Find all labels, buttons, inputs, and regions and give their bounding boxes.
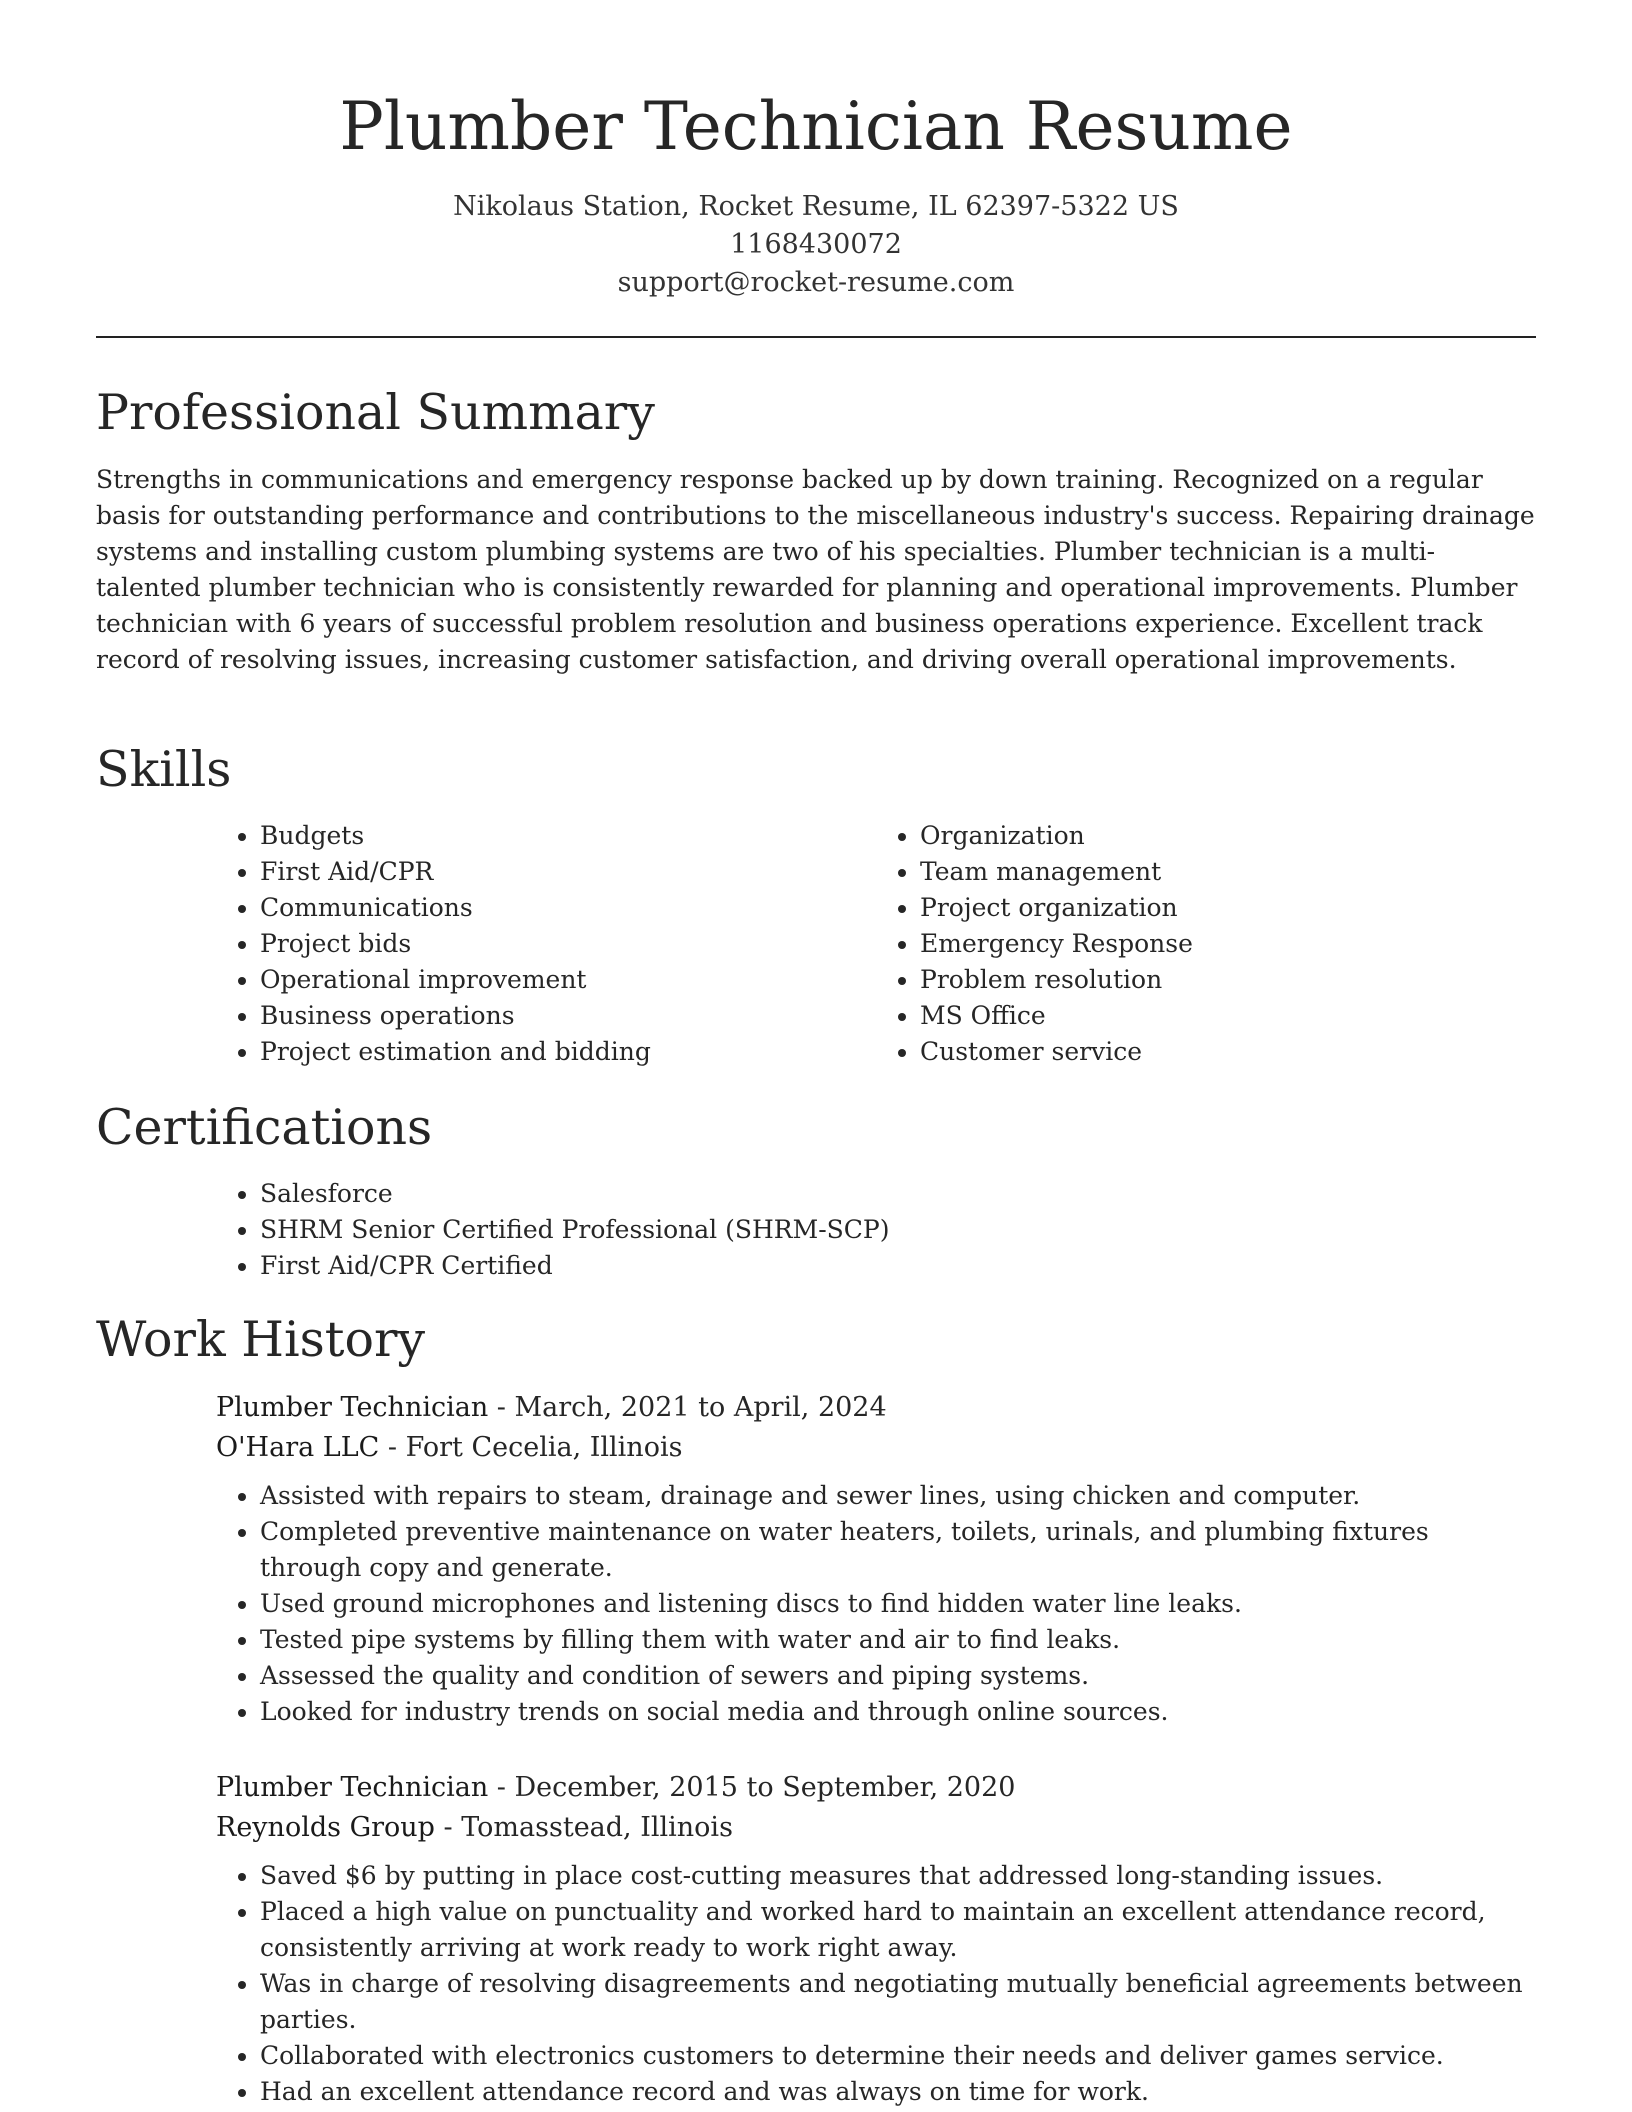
job-bullets: [216, 1858, 1536, 2110]
skills-heading: Skills: [96, 741, 232, 798]
skill-item: • Operational improvement: [260, 962, 876, 998]
job-bullet: • Tested pipe systems by filling them with water and air to find leaks.: [260, 1622, 1536, 1658]
job-bullet: • Collaborated with electronics customers to determine their needs and deliver games service.: [260, 2038, 1536, 2074]
job-company-line: O'Hara LLC - Fort Cecelia, Illinois: [216, 1432, 683, 1463]
contact-block: [96, 188, 1536, 302]
job-bullet: • Looked for industry trends on social media and through online sources.: [260, 1694, 1536, 1730]
contact-address: Nikolaus Station, Rocket Resume, IL 62397-5322 US: [453, 191, 1179, 222]
certifications-list: [216, 1176, 1536, 1284]
summary-text: Strengths in communications and emergency response backed up by down training. Recognized on a regular basis for outstanding performance and contributions to the miscellaneous industry's success. Repairing drainage systems and installing custom plumbing systems are two of his specialties. Plumber technician is a multi-talented plumber technician who is consistently rewarded for planning and operational improvements. Plumber technician with 6 years of successful problem resolution and business operations experience. Excellent track record of resolving issues, increasing customer satisfaction, and driving overall operational improvements.: [96, 465, 1535, 674]
summary-heading: Professional Summary: [96, 384, 655, 441]
certifications-section: [96, 1176, 1536, 1284]
skill-item: • Organization: [920, 818, 1536, 854]
job-title: Plumber Technician: [216, 1392, 489, 1423]
skill-item: • MS Office: [920, 998, 1536, 1034]
job-bullet: • Completed preventive maintenance on water heaters, toilets, urinals, and plumbing fixtures through copy and generate.: [260, 1514, 1536, 1586]
job-title-line: Plumber Technician - March, 2021 to April, 2024: [216, 1392, 887, 1423]
job-entry: [96, 1768, 1536, 2110]
job-dates: March, 2021 to April, 2024: [514, 1392, 887, 1423]
job-location: Fort Cecelia, Illinois: [405, 1432, 683, 1463]
skill-item: • Team management: [920, 854, 1536, 890]
job-company: O'Hara LLC: [216, 1432, 380, 1463]
job-title: Plumber Technician: [216, 1772, 489, 1803]
certification-item: • Salesforce: [260, 1176, 1536, 1212]
skill-item: • Problem resolution: [920, 962, 1536, 998]
skills-list-left: [216, 818, 876, 1070]
job-entry: [96, 1388, 1536, 1730]
job-bullet: • Had an excellent attendance record and was always on time for work.: [260, 2074, 1536, 2110]
job-location: Tomasstead, Illinois: [461, 1812, 733, 1843]
skill-item: • Project estimation and bidding: [260, 1034, 876, 1070]
work-history-heading: Work History: [96, 1311, 426, 1368]
skill-item: • Emergency Response: [920, 926, 1536, 962]
resume-page: [96, 0, 1536, 2106]
job-bullet: • Assessed the quality and condition of sewers and piping systems.: [260, 1658, 1536, 1694]
header-divider: [96, 336, 1536, 338]
job-bullet: • Saved $6 by putting in place cost-cutting measures that addressed long-standing issues.: [260, 1858, 1536, 1894]
certifications-heading: Certifications: [96, 1099, 433, 1156]
job-bullet: • Used ground microphones and listening discs to find hidden water line leaks.: [260, 1586, 1536, 1622]
skill-item: • Business operations: [260, 998, 876, 1034]
job-company-line: Reynolds Group - Tomasstead, Illinois: [216, 1812, 733, 1843]
skills-section: [96, 818, 1536, 1070]
summary-section: [96, 462, 1536, 678]
job-bullet: • Was in charge of resolving disagreements and negotiating mutually beneficial agreements between parties.: [260, 1966, 1536, 2038]
skill-item: • Customer service: [920, 1034, 1536, 1070]
certification-item: • First Aid/CPR Certified: [260, 1248, 1536, 1284]
job-title-line: Plumber Technician - December, 2015 to September, 2020: [216, 1772, 1016, 1803]
job-bullets: [216, 1478, 1536, 1730]
contact-email: support@rocket-resume.com: [617, 267, 1015, 298]
resume-header: [96, 0, 1536, 338]
skill-item: • First Aid/CPR: [260, 854, 876, 890]
job-bullet: • Assisted with repairs to steam, drainage and sewer lines, using chicken and computer.: [260, 1478, 1536, 1514]
contact-phone: 1168430072: [730, 229, 902, 260]
skill-item: • Budgets: [260, 818, 876, 854]
job-company: Reynolds Group: [216, 1812, 435, 1843]
job-bullet: • Placed a high value on punctuality and worked hard to maintain an excellent attendance record, consistently arriving at work ready to work right away.: [260, 1894, 1536, 1966]
skill-item: • Project bids: [260, 926, 876, 962]
job-dates: December, 2015 to September, 2020: [514, 1772, 1016, 1803]
resume-title: Plumber Technician Resume: [339, 88, 1293, 165]
skill-item: • Communications: [260, 890, 876, 926]
skill-item: • Project organization: [920, 890, 1536, 926]
certification-item: • SHRM Senior Certified Professional (SHRM-SCP): [260, 1212, 1536, 1248]
skills-list-right: [876, 818, 1536, 1070]
